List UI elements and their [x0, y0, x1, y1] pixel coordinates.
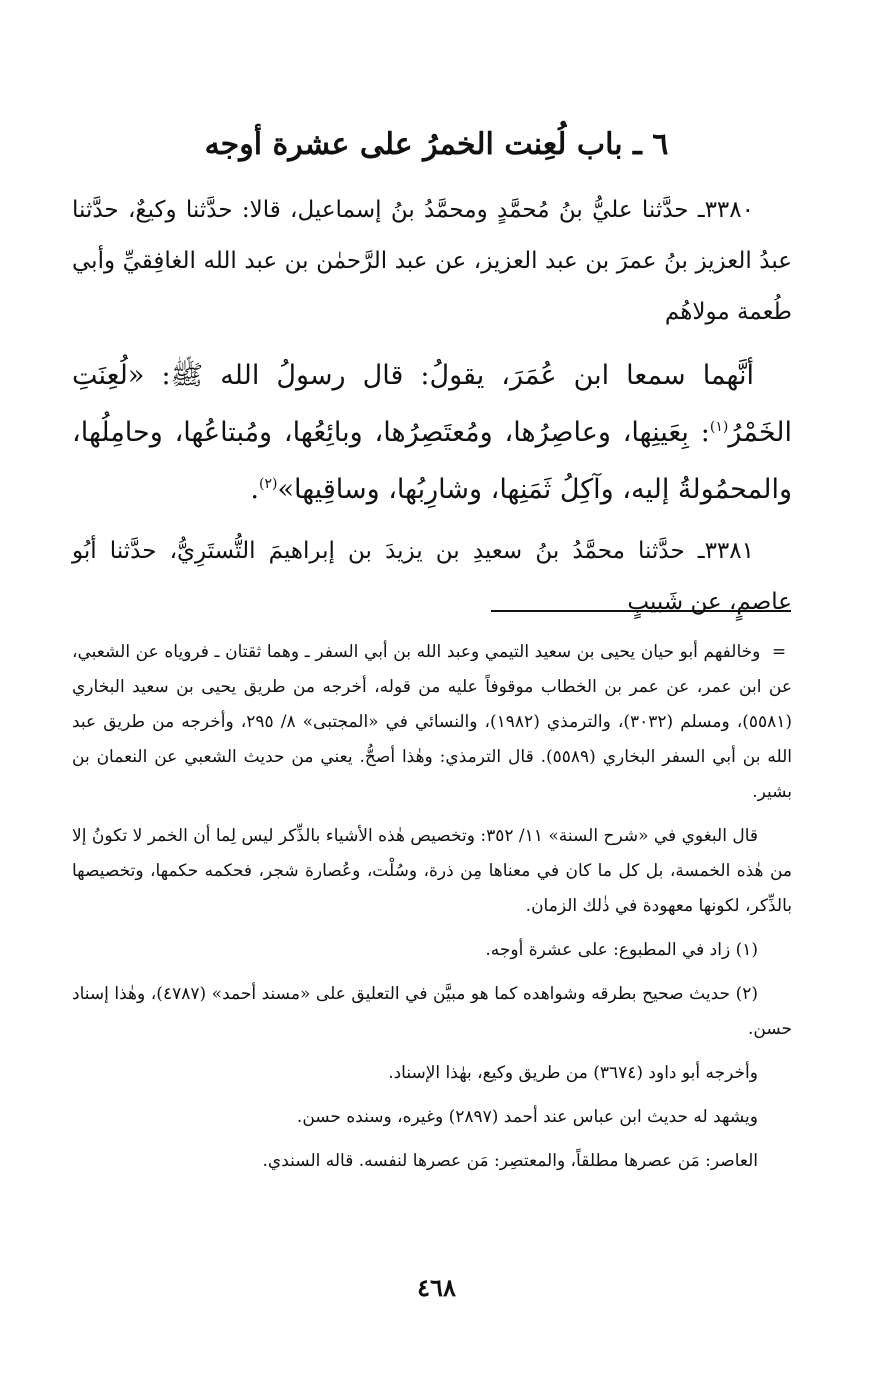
page-number: ٤٦٨ — [417, 1273, 456, 1302]
hadith-3380-end-mark: . — [250, 474, 260, 505]
continuation-mark: = — [771, 642, 787, 662]
hadith-3380-text-part-1: أنَّهما سمعا ابن عُمَرَ، يقولُ: قال رسولُ الله ﷺ: «لُعِنَتِ الخَمْرُ — [72, 360, 792, 448]
footnote-continuation — [72, 635, 792, 810]
footnote-sindi: العاصر: مَن عصرها مطلقاً، والمعتصِر: مَن عصرها لنفسه. قاله السندي. — [262, 1151, 758, 1171]
main-text — [72, 185, 792, 637]
hadith-3380-text-part-2: : بِعَينِها، وعاصِرُها، ومُعتَصِرُها، وبائِعُها، ومُبتاعُها، وحامِلُها، والمحمُولةُ إليه، وآكِلُ ثَمَنِها، وشارِبُها، وساقِيها» — [72, 417, 792, 505]
footnote-baghawi: قال البغوي في «شرح السنة» ١١/ ٣٥٢: وتخصيص هٰذه الأشياء بالذِّكر ليس لِما أن الخمر لا تكونُ إلا من هٰذه الخمسة، بل كل ما كان في معناها مِن ذرة، وسُلْت، وعُصارة شجر، فحكمه حكمها، وتخصيصها بالذِّكر، لكونها معهودة في ذٰلك الزمان. — [72, 826, 792, 916]
footnote-1-marker: (١) — [709, 419, 729, 435]
footnotes — [72, 635, 792, 1188]
footnote-2-marker: (٢) — [259, 476, 278, 492]
footnote-separator — [491, 610, 791, 612]
footnote-1: (١) زاد في المطبوع: على عشرة أوجه. — [485, 940, 758, 960]
hadith-3380-text — [72, 347, 792, 518]
hadith-3381-isnad: ٣٣٨١ـ حدَّثنا محمَّدُ بنُ سعيدِ بن يزيدَ بن إبراهيمَ التُّستَرِيُّ، حدَّثنا أبُو عاصمٍ، عن شَبيبٍ — [72, 538, 792, 615]
footnote-abu-dawud: وأخرجه أبو داود (٣٦٧٤) من طريق وكيع، بهٰذا الإسناد. — [388, 1063, 758, 1083]
footnote-continuation-text: وخالفهم أبو حيان يحيى بن سعيد التيمي وعبد الله بن أبي السفر ـ وهما ثقتان ـ فروياه عن الشعبي، عن ابن عمر، عن عمر بن الخطاب موقوفاً عليه من قوله، أخرجه من طريق يحيى بن سعيد البخاري (٥٥٨١)، ومسلم (٣٠٣٢)، والترمذي (١٩٨٢)، والنسائي في «المجتبى» ٨/ ٢٩٥، وأخرجه من طريق عبد الله بن أبي السفر البخاري (٥٥٨٩). قال الترمذي: وهٰذا أصحُّ. يعني من حديث الشعبي عن النعمان بن بشير. — [72, 642, 793, 802]
hadith-3380-isnad: ٣٣٨٠ـ حدَّثنا عليُّ بنُ مُحمَّدٍ ومحمَّدُ بنُ إسماعيل، قالا: حدَّثنا وكيعٌ، حدَّثنا عبدُ العزيز بنُ عمرَ بن عبد العزيز، عن عبد الرَّحمٰن بن عبد الله الغافِقيِّ وأبي طُعمة مولاهُم — [72, 197, 792, 325]
footnote-2: (٢) حديث صحيح بطرقه وشواهده كما هو مبيَّن في التعليق على «مسند أحمد» (٤٧٨٧)، وهٰذا إسناد حسن. — [72, 984, 792, 1039]
chapter-heading: ٦ ـ باب لُعِنت الخمرُ على عشرة أوجه — [204, 127, 669, 162]
footnote-ibn-abbas: ويشهد له حديث ابن عباس عند أحمد (٢٨٩٧) وغيره، وسنده حسن. — [296, 1107, 758, 1127]
